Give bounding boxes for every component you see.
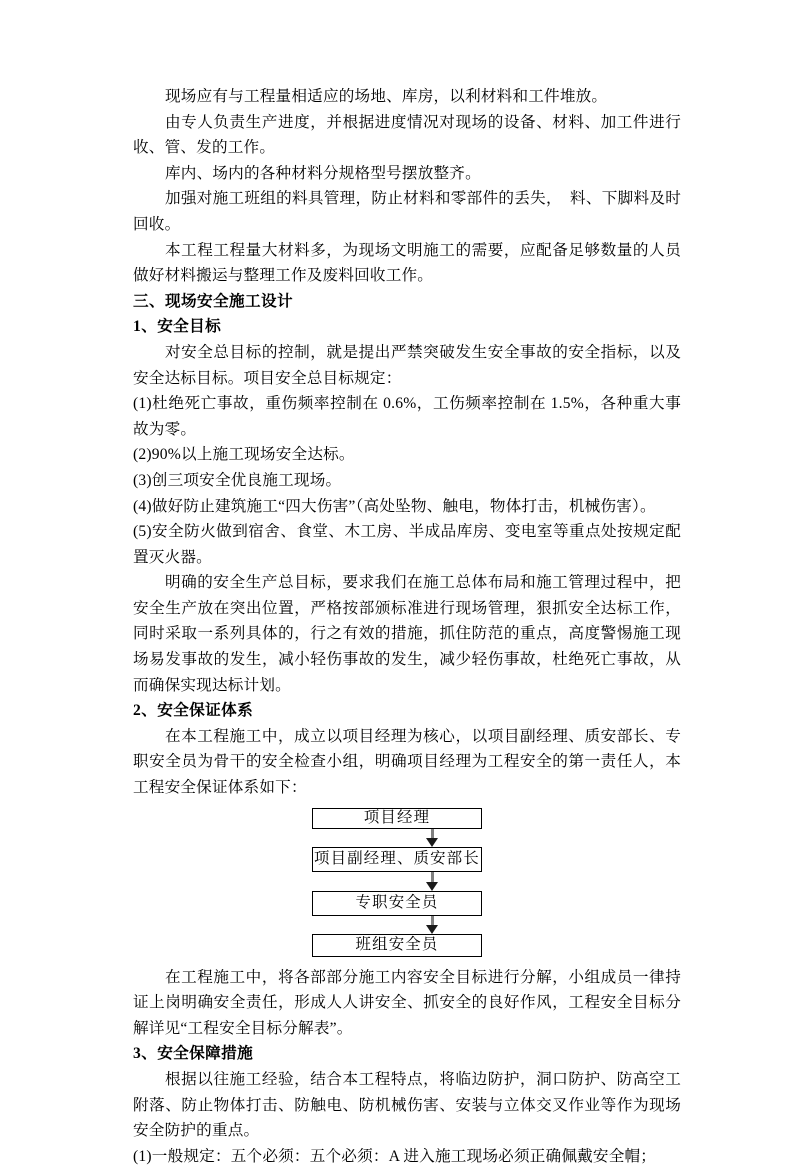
list-item: (1)一般规定：五个必须：五个必须：A 进入施工现场必须正确佩戴安全帽；	[133, 1147, 657, 1165]
document-body	[133, 84, 681, 1169]
paragraph: 明确的安全生产总目标，要求我们在施工总体布局和施工管理过程中，把安全生产放在突出位置，严格按部颁标准进行现场管理，狠抓安全达标工作，同时采取一系列具体的，行之有效的措施，抓住防范的重点，高度警惕施工现场易发事故的发生，减小轻伤事故的发生，减少轻伤事故，杜绝死亡事故，从而确保实现达标计划。	[133, 574, 681, 694]
paragraph: 由专人负责生产进度，并根据进度情况对现场的设备、材料、加工件进行收、管、发的工作。	[133, 113, 681, 157]
list-item: (1)杜绝死亡事故，重伤频率控制在 0.6%，工伤频率控制在 1.5%，各种重大事故为零。	[133, 395, 681, 438]
flowchart-box-deputy-manager: 项目副经理、质安部长	[312, 847, 482, 872]
subsection-heading-1: 1、安全目标	[133, 318, 222, 336]
flowchart-box-project-manager: 项目经理	[312, 808, 482, 829]
flowchart-arrow-2	[426, 872, 439, 891]
section-heading-three: 三、现场安全施工设计	[133, 292, 293, 310]
flowchart-box-safety-officer: 专职安全员	[312, 891, 482, 916]
paragraph: 本工程工程量大材料多，为现场文明施工的需要，应配备足够数量的人员做好材料搬运与整理工作及废料回收工作。	[133, 241, 681, 285]
paragraph: 加强对施工班组的料具管理，防止材料和零部件的丢失， 料、下脚料及时回收。	[133, 190, 681, 233]
safety-assurance-flowchart	[133, 805, 681, 963]
subsection-heading-2: 2、安全保证体系	[133, 702, 254, 720]
list-item: (5)安全防火做到宿舍、食堂、木工房、半成品库房、变电室等重点处按规定配置灭火器。	[133, 523, 681, 566]
list-item: (2)90%以上施工现场安全达标。	[133, 446, 355, 464]
flowchart-arrow-3	[426, 916, 439, 934]
paragraph: 现场应有与工程量相适应的场地、库房，以利材料和工件堆放。	[165, 88, 608, 105]
flowchart-arrow-1	[426, 829, 439, 847]
paragraph: 对安全总目标的控制，就是提出严禁突破发生安全事故的安全指标，以及安全达标目标。项目安全总目标规定：	[133, 343, 681, 387]
list-item: (4)做好防止建筑施工“四大伤害”（高处坠物、触电，物体打击，机械伤害）。	[133, 497, 656, 515]
paragraph: 在工程施工中，将各部部分施工内容安全目标进行分解，小组成员一律持证上岗明确安全责任，形成人人讲安全、抓安全的良好作风，工程安全目标分解详见“工程安全目标分解表”。	[133, 968, 681, 1037]
list-item: (3)创三项安全优良施工现场。	[133, 471, 342, 489]
paragraph: 在本工程施工中，成立以项目经理为核心，以项目副经理、质安部长、专职安全员为骨干的安全检查小组，明确项目经理为工程安全的第一责任人，本工程安全保证体系如下：	[133, 727, 681, 797]
subsection-heading-3: 3、安全保障措施	[133, 1045, 254, 1063]
paragraph: 根据以往施工经验，结合本工程特点，将临边防护，洞口防护、防高空工附落、防止物体打击、防触电、防机械伤害、安装与立体交叉作业等作为现场安全防护的重点。	[133, 1071, 681, 1140]
paragraph: 库内、场内的各种材料分规格型号摆放整齐。	[165, 164, 481, 182]
flowchart-box-team-safety-officer: 班组安全员	[312, 934, 482, 957]
